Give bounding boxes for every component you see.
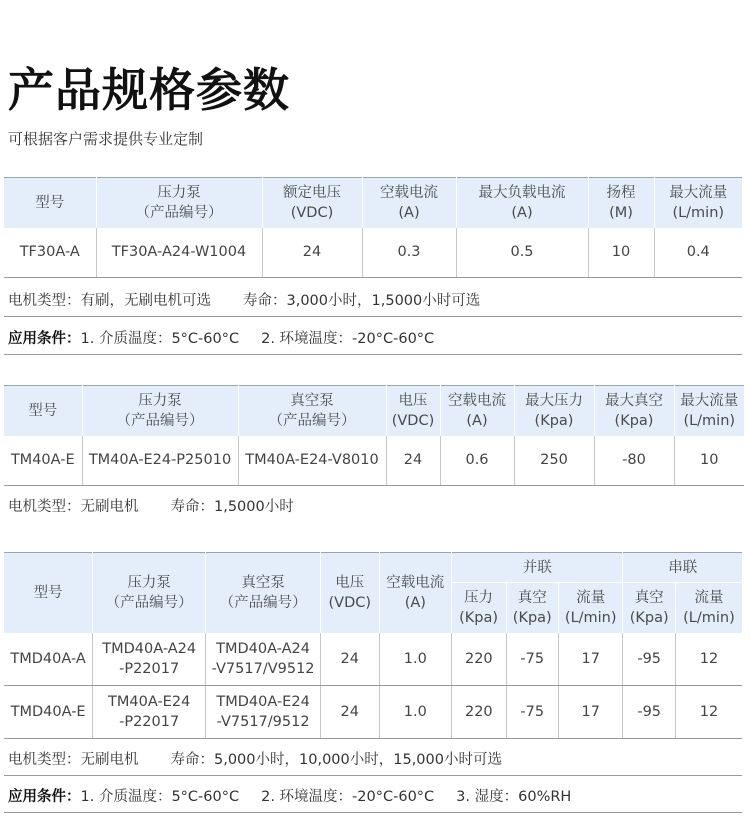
table-header-row [4,178,742,228]
header-pressure-pump: 压力泵 （产品编号） [93,553,206,633]
cell-vacuum-pump: TMD40A-A24 -V7517/V9512 [206,633,321,686]
conditions-note: 应用条件：1. 介质温度：5°C-60°C 2. 环境温度：-20°C-60°C [8,331,435,347]
divider [4,775,742,776]
header-max-load-current: 最大负载电流 (A) [456,178,588,228]
cell-head: 10 [588,228,654,278]
table-row [4,436,744,486]
cell-max-load-current: 0.5 [456,228,588,278]
page-subtitle: 可根据客户需求提供专业定制 [8,130,204,148]
header-head: 扬程 (M) [588,178,654,228]
cell-voltage: 24 [262,228,362,278]
motor-note: 电机类型：无刷电机 寿命：1,5000小时 [8,499,294,515]
cell-model: TF30A-A [4,228,96,278]
cell-pressure-pump: TMD40A-A24 -P22017 [93,633,206,686]
table-row [4,633,742,686]
cell-series-vacuum: -95 [623,686,675,739]
header-model: 型号 [4,553,93,633]
divider [4,316,742,317]
header-rated-voltage: 额定电压 (VDC) [262,178,362,228]
cell-model: TMD40A-A [4,633,93,686]
divider [4,812,742,813]
header-idle-current: 空载电流 (A) [440,386,514,436]
cell-parallel-vacuum: -75 [506,633,558,686]
cell-idle-current: 1.0 [379,633,452,686]
cell-max-pressure: 250 [514,436,594,486]
table-row [4,228,742,278]
cell-parallel-vacuum: -75 [506,686,558,739]
divider [4,354,742,355]
header-idle-current: 空载电流 (A) [379,553,452,633]
header-pressure-pump: 压力泵 （产品编号） [96,178,262,228]
header-series-flow: 流量 (L/min) [675,583,742,633]
cell-model: TMD40A-E [4,686,93,739]
header-max-flow: 最大流量 (L/min) [654,178,742,228]
spec-table-tf30a [4,177,742,278]
header-parallel-vacuum: 真空 (Kpa) [506,583,558,633]
cell-model: TM40A-E [4,436,82,486]
header-parallel: 并联 [452,553,623,583]
cell-idle-current: 0.3 [362,228,456,278]
cell-parallel-flow: 17 [558,633,623,686]
header-parallel-pressure: 压力 (Kpa) [452,583,506,633]
spec-table-tm40a [4,385,744,486]
cell-max-vacuum: -80 [594,436,674,486]
table-row [4,686,742,739]
cell-parallel-pressure: 220 [452,633,506,686]
header-vacuum-pump: 真空泵 （产品编号） [238,386,386,436]
cell-idle-current: 1.0 [379,686,452,739]
cell-idle-current: 0.6 [440,436,514,486]
header-pressure-pump: 压力泵 （产品编号） [82,386,238,436]
cell-max-flow: 10 [674,436,744,486]
cell-parallel-flow: 17 [558,686,623,739]
cell-max-flow: 0.4 [654,228,742,278]
conditions-note: 应用条件：1. 介质温度：5°C-60°C 2. 环境温度：-20°C-60°C 3. 湿度：60%RH [8,789,572,805]
header-voltage: 电压 (VDC) [321,553,379,633]
cell-series-vacuum: -95 [623,633,675,686]
header-max-vacuum: 最大真空 (Kpa) [594,386,674,436]
header-voltage: 电压 (VDC) [386,386,440,436]
cell-vacuum-pump: TMD40A-E24 -V7517/9512 [206,686,321,739]
cell-voltage: 24 [386,436,440,486]
header-parallel-flow: 流量 (L/min) [558,583,623,633]
header-vacuum-pump: 真空泵 （产品编号） [206,553,321,633]
cell-parallel-pressure: 220 [452,686,506,739]
header-max-pressure: 最大压力 (Kpa) [514,386,594,436]
header-model: 型号 [4,386,82,436]
motor-note: 电机类型：无刷电机 寿命：5,000小时，10,000小时，15,000小时可选 [8,752,502,768]
cell-pressure-pump: TM40A-E24-P25010 [82,436,238,486]
spec-table-tmd40a [4,552,742,739]
cell-vacuum-pump: TM40A-E24-V8010 [238,436,386,486]
cell-voltage: 24 [321,686,379,739]
header-series: 串联 [623,553,742,583]
header-max-flow: 最大流量 (L/min) [674,386,744,436]
cell-series-flow: 12 [675,633,742,686]
cell-pressure-pump: TF30A-A24-W1004 [96,228,262,278]
header-idle-current: 空载电流 (A) [362,178,456,228]
cell-pressure-pump: TM40A-E24 -P22017 [93,686,206,739]
motor-note: 电机类型：有刷，无刷电机可选 寿命：3,000小时，1,5000小时可选 [8,293,481,309]
table-header-row [4,386,744,436]
cell-series-flow: 12 [675,686,742,739]
table-header-row [4,553,742,583]
cell-voltage: 24 [321,633,379,686]
page-title: 产品规格参数 [8,63,290,117]
header-model: 型号 [4,178,96,228]
header-series-vacuum: 真空 (Kpa) [623,583,675,633]
